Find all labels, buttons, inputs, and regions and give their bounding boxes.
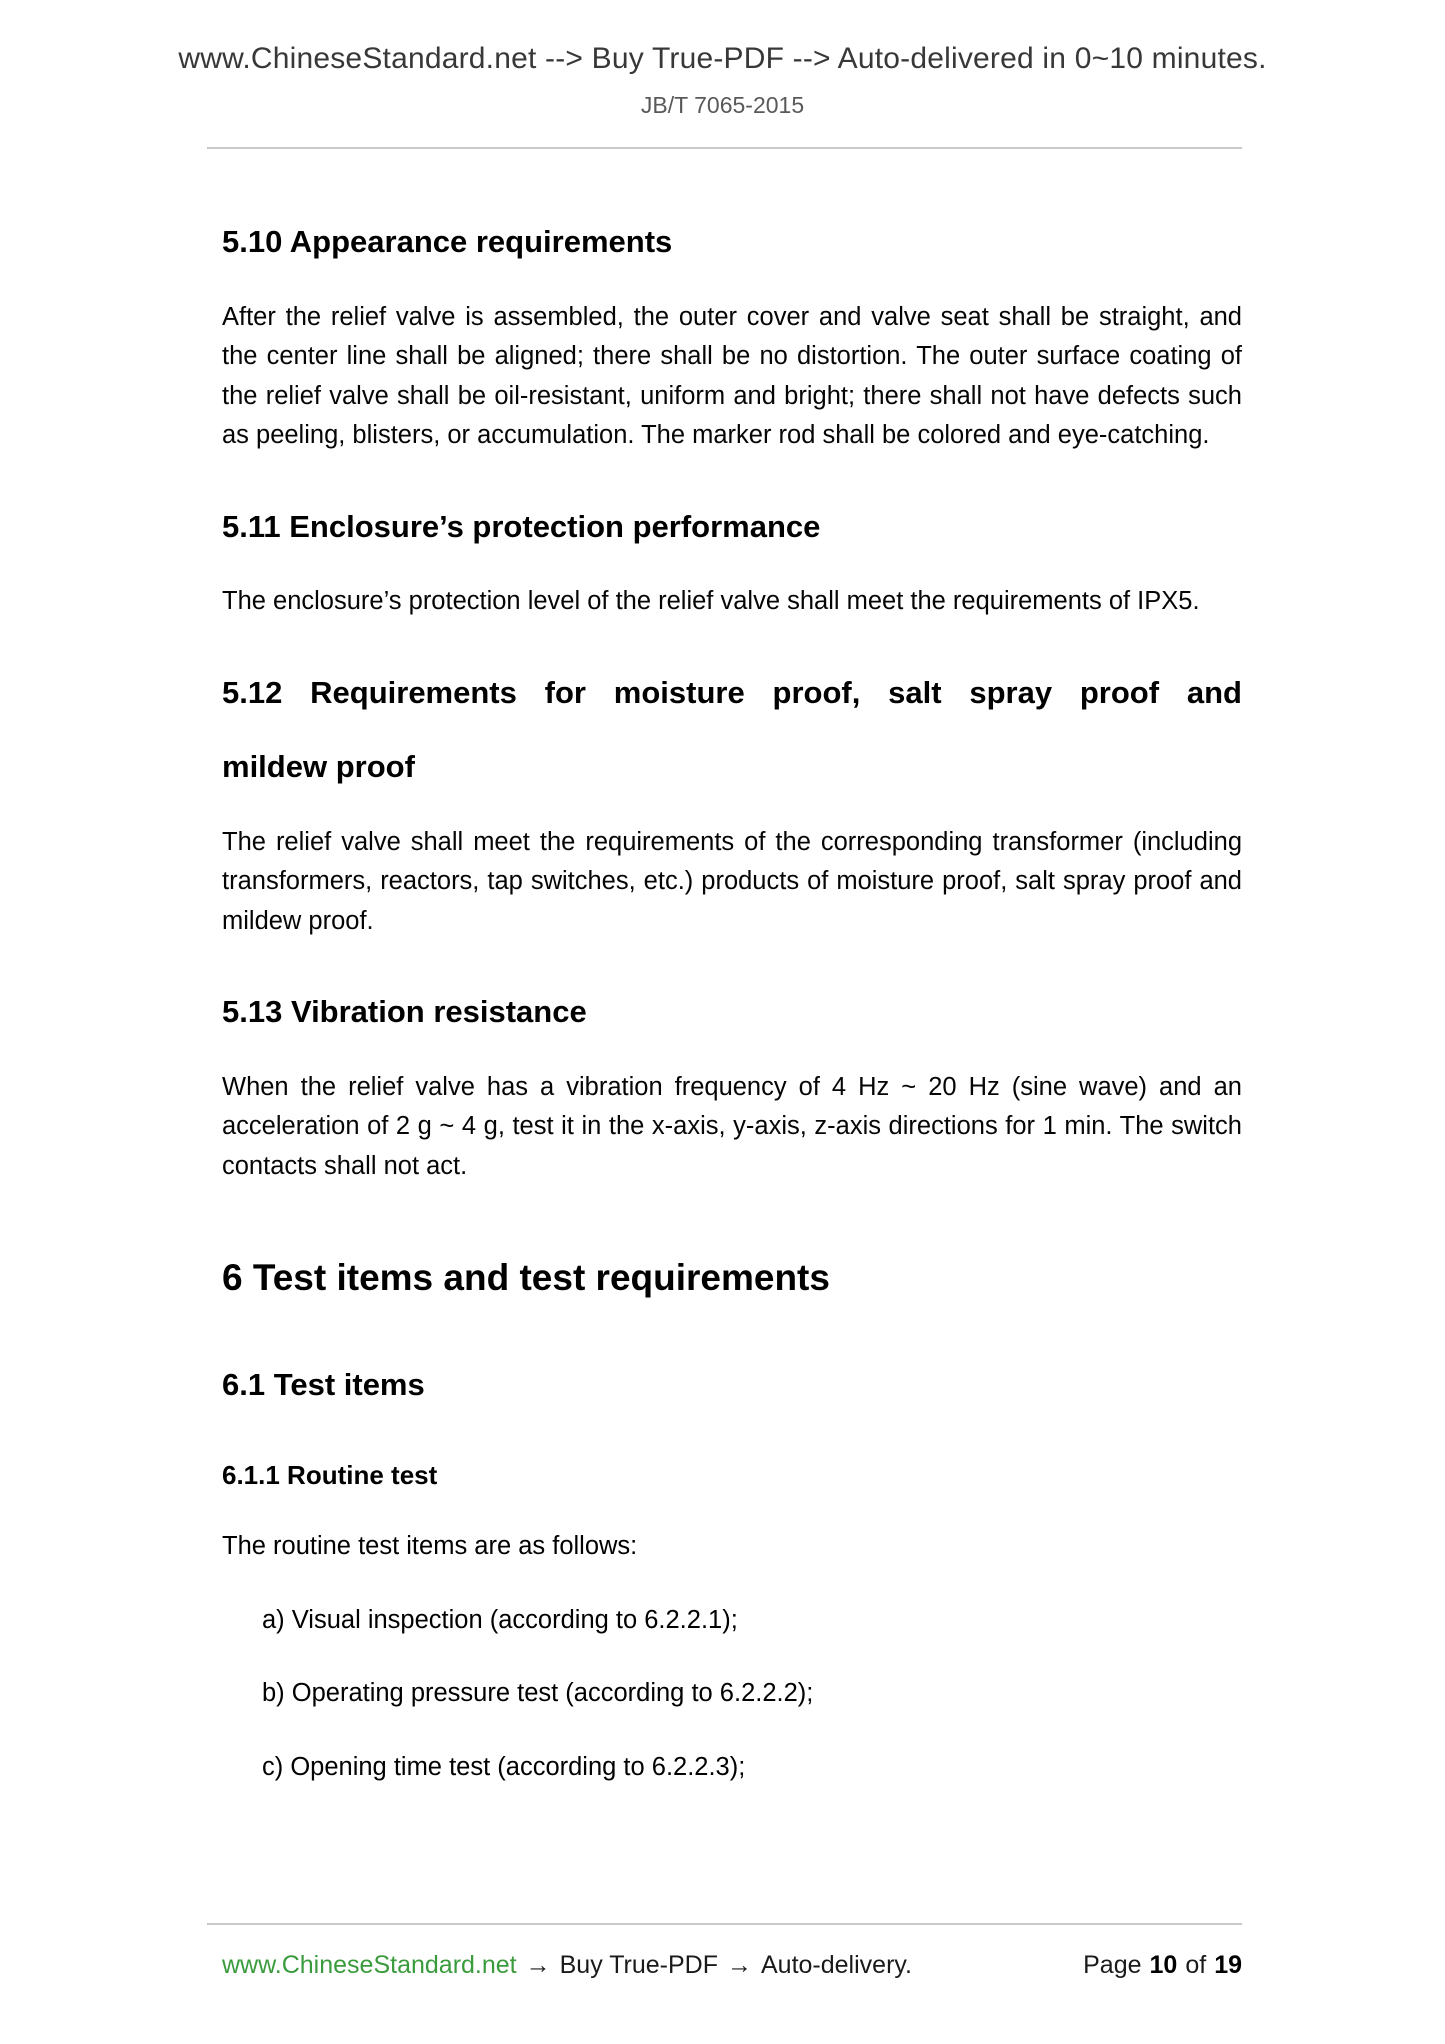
list-item-a: a) Visual inspection (according to 6.2.2.1); [262, 1605, 738, 1634]
list-item-c: c) Opening time test (according to 6.2.2.3); [262, 1752, 746, 1781]
heading-5-11: 5.11 Enclosure’s protection performance [222, 508, 821, 544]
heading-5-13: 5.13 Vibration resistance [222, 994, 587, 1030]
page-label: Page [1083, 1951, 1142, 1979]
paragraph-5-11: The enclosure’s protection level of the relief valve shall meet the requirements of IPX5. [222, 587, 1200, 616]
page-current: 10 [1149, 1951, 1178, 1979]
heading-6-1: 6.1 Test items [222, 1366, 425, 1402]
page-indicator [1075, 1951, 1242, 1980]
heading-6: 6 Test items and test requirements [222, 1257, 830, 1299]
paragraph-5-12: The relief valve shall meet the requirements of the corresponding transformer (including transformers, reactors, tap switches, etc.) products of moisture proof, salt spray proof and mildew proof. [222, 827, 1242, 935]
site-banner: www.ChineseStandard.net --> Buy True-PDF --> Auto-delivered in 0~10 minutes. [178, 42, 1267, 75]
document-body [222, 149, 1242, 1787]
footer-arrow-2-icon: → [727, 1951, 752, 1979]
heading-5-12-line-2: mildew proof [222, 749, 415, 785]
heading-6-1-1: 6.1.1 Routine test [222, 1460, 438, 1491]
footer-divider [207, 1923, 1242, 1925]
page-total: 19 [1214, 1951, 1242, 1979]
paragraph-5-13: When the relief valve has a vibration frequency of 4 Hz ~ 20 Hz (sine wave) and an acceleration of 2 g ~ 4 g, test it in the x-axis, y-axis, z-axis directions for 1 min. The switch contacts shall not act. [222, 1072, 1242, 1180]
footer-buy-text: Buy True-PDF [559, 1951, 718, 1979]
of-label: of [1185, 1951, 1207, 1979]
page-footer [222, 1923, 1242, 1980]
page-header [0, 42, 1445, 149]
footer-links [222, 1951, 921, 1980]
footer-delivery-text: Auto-delivery. [761, 1951, 912, 1979]
standard-code: JB/T 7065-2015 [640, 92, 805, 118]
heading-5-12 [222, 670, 1242, 791]
footer-arrow-1-icon: → [525, 1951, 551, 1979]
footer-site-link[interactable]: www.ChineseStandard.net [222, 1951, 517, 1979]
footer-row [222, 1951, 1242, 1980]
heading-5-12-line-1: 5.12 Requirements for moisture proof, salt spray proof and [222, 674, 1242, 710]
list-item-b: b) Operating pressure test (according to 6.2.2.2); [262, 1679, 814, 1708]
paragraph-5-10: After the relief valve is assembled, the outer cover and valve seat shall be straight, and the center line shall be aligned; there shall be no distortion. The outer surface coating of the relief valve shall be oil-resistant, uniform and bright; there shall not have defects such as peeling, blisters, or accumulation. The marker rod shall be colored and eye-catching. [222, 302, 1242, 450]
heading-5-10: 5.10 Appearance requirements [222, 224, 673, 259]
routine-test-intro: The routine test items are as follows: [222, 1532, 638, 1561]
